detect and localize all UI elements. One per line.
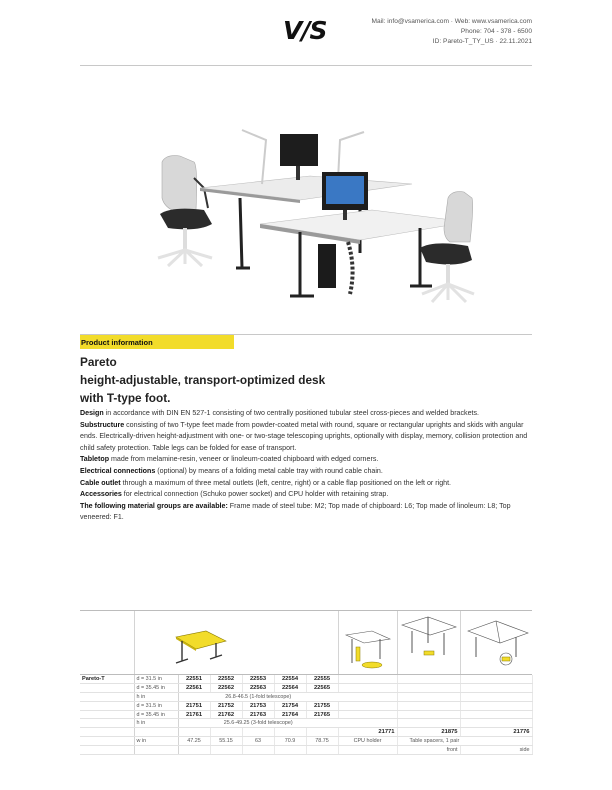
section-badge: Product information	[80, 335, 234, 349]
document-id: ID: Pareto-T_TY_US · 22.11.2021	[432, 37, 532, 45]
desc-substructure: Substructure consisting of two T-type feet made from powder-coated metal with round, square or rectangular uprights and skids with angular ends. Electrically-driven height-adjustment with one- or two-stage telescoping uprights, optionally with display, memory, collision protection and child safety protection. Table legs can be folded for ease of transport.	[80, 420, 528, 452]
contact-phone: Phone: 704 - 378 - 6500	[460, 27, 532, 35]
brand-logo: V/S	[283, 16, 327, 45]
desc-electrical: Electrical connections (optional) by means of a folding metal cable tray with round cable chain.	[80, 466, 383, 475]
monitor-back	[280, 134, 318, 180]
product-hero-image	[150, 118, 480, 316]
desc-accessories: Accessories for electrical connection (Schuko power socket) and CPU holder with retaining strap.	[80, 490, 389, 499]
office-chair-left	[158, 156, 212, 266]
desc-materials: The following material groups are available: Frame made of steel tube: M2; Top made of chipboard: L6; Top made of linoleum: L8; Top veneered: F1.	[80, 501, 511, 522]
product-subtitle-1: height-adjustable, transport-optimized desk	[80, 373, 326, 387]
table-row: front side	[80, 745, 532, 754]
desk-illustration-yellow	[172, 627, 228, 667]
contact-block	[372, 17, 532, 46]
product-table	[80, 610, 532, 755]
product-name: Pareto	[80, 355, 117, 369]
product-description	[80, 408, 535, 524]
product-title	[80, 353, 325, 407]
table-row: d = 35.45 in 22561 22562 22563 22564 22565	[80, 684, 532, 693]
header-divider	[80, 65, 532, 66]
desc-cable-outlet: Cable outlet through a maximum of three metal outlets (left, centre, right) or a cable flap positioned on the left or right.	[80, 478, 452, 487]
table-row: d = 35.45 in 21761 21762 21763 21764 21765	[80, 710, 532, 719]
contact-mail-web: Mail: info@vsamerica.com · Web: www.vsamerica.com	[371, 18, 532, 25]
table-image-row	[80, 610, 532, 675]
table-row: d = 31.5 in 21751 21752 21753 21754 21755	[80, 701, 532, 710]
spacer-side-illustration	[464, 613, 532, 673]
spacer-front-illustration	[398, 613, 460, 673]
desc-tabletop: Tabletop made from melamine-resin, veneer or linoleum-coated chipboard with edged corners.	[80, 455, 379, 464]
lamp-left	[242, 130, 266, 184]
desc-design: Design in accordance with DIN EN 527-1 consisting of two centrally positioned tubular steel cross-pieces and welded brackets.	[80, 409, 480, 417]
table-row: 21771 21875 21776	[80, 728, 532, 737]
table-row: h in 26.8-46.5 (1-fold telescope)	[80, 693, 532, 702]
table-row: h in 25.6-49.25 (3-fold telescope)	[80, 719, 532, 728]
product-code-table	[80, 675, 533, 755]
product-subtitle-2: with T-type foot.	[80, 391, 171, 405]
model-name: Pareto-T	[80, 675, 134, 684]
table-row: w in 47.25 55.15 63 70.9 78.75 CPU holder Table spacers, 1 pair	[80, 737, 532, 746]
table-row: Pareto-T d = 31.5 in 22551 22552 22553 22554 22555	[80, 675, 532, 684]
cpu-holder-illustration	[342, 627, 394, 671]
